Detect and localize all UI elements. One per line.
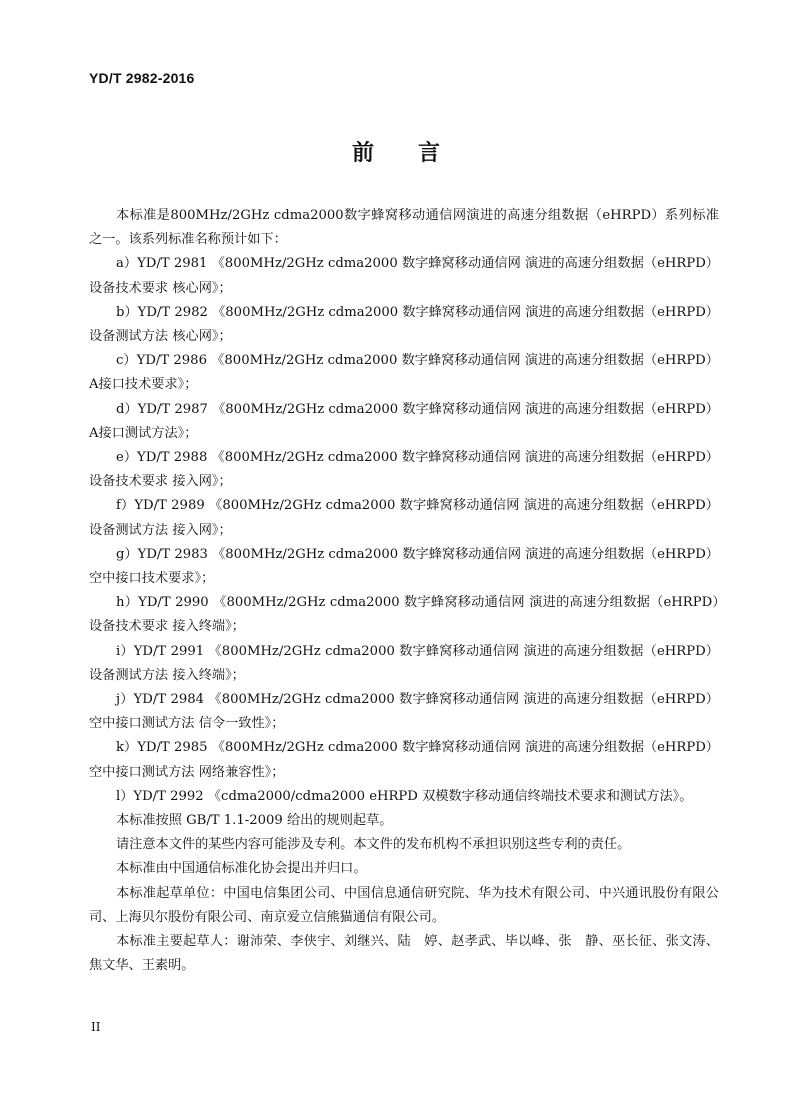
series-item-c: c）YD/T 2986 《800MHz/2GHz cdma2000 数字蜂窝移动通信网 演进的高速分组数据（eHRPD）A接口技术要求》； [89, 353, 719, 393]
page-title: 前言 [351, 140, 484, 166]
page-number: II [91, 1020, 101, 1034]
series-item-k: k）YD/T 2985 《800MHz/2GHz cdma2000 数字蜂窝移动通信网 演进的高速分组数据（eHRPD）空中接口测试方法 网络兼容性》； [89, 740, 719, 780]
series-item-h: h）YD/T 2990 《800MHz/2GHz cdma2000 数字蜂窝移动通信网 演进的高速分组数据（eHRPD）设备技术要求 接入终端》； [89, 595, 719, 635]
proposer-paragraph: 本标准由中国通信标准化协会提出并归口。 [116, 861, 367, 877]
series-item-d: d）YD/T 2987 《800MHz/2GHz cdma2000 数字蜂窝移动通信网 演进的高速分组数据（eHRPD）A接口测试方法》； [89, 401, 719, 441]
patent-notice-paragraph: 请注意本文件的某些内容可能涉及专利。本文件的发布机构不承担识别这些专利的责任。 [116, 837, 631, 853]
preface-body [89, 204, 719, 979]
series-item-e: e）YD/T 2988 《800MHz/2GHz cdma2000 数字蜂窝移动通信网 演进的高速分组数据（eHRPD）设备技术要求 接入网》； [89, 450, 719, 490]
drafting-units-paragraph: 本标准起草单位：中国电信集团公司、中国信息通信研究院、华为技术有限公司、中兴通讯股份有限公司、上海贝尔股份有限公司、南京爱立信熊猫通信有限公司。 [89, 885, 719, 925]
series-item-i: i）YD/T 2991 《800MHz/2GHz cdma2000 数字蜂窝移动通信网 演进的高速分组数据（eHRPD）设备测试方法 接入终端》； [89, 643, 719, 683]
series-item-b: b）YD/T 2982 《800MHz/2GHz cdma2000 数字蜂窝移动通信网 演进的高速分组数据（eHRPD）设备测试方法 核心网》； [89, 304, 719, 345]
series-item-g: g）YD/T 2983 《800MHz/2GHz cdma2000 数字蜂窝移动通信网 演进的高速分组数据（eHRPD）空中接口技术要求》； [89, 546, 719, 587]
standard-code: YD/T 2982-2016 [89, 70, 195, 86]
series-item-j: j）YD/T 2984 《800MHz/2GHz cdma2000 数字蜂窝移动通信网 演进的高速分组数据（eHRPD）空中接口测试方法 信令一致性》； [89, 692, 719, 732]
intro-paragraph: 本标准是800MHz/2GHz cdma2000数字蜂窝移动通信网演进的高速分组数据（eHRPD）系列标准之一。该系列标准名称预计如下： [89, 208, 719, 248]
drafters-paragraph: 本标准主要起草人：谢沛荣、李侠宇、刘继兴、陆 婷、赵孝武、毕以峰、张 静、巫长征、张文涛、焦文华、王素明。 [89, 934, 719, 974]
drafting-rules-paragraph: 本标准按照 GB/T 1.1-2009 给出的规则起草。 [116, 813, 393, 829]
series-item-l: l）YD/T 2992 《cdma2000/cdma2000 eHRPD 双模数字移动通信终端技术要求和测试方法》。 [116, 788, 693, 804]
series-item-a: a）YD/T 2981 《800MHz/2GHz cdma2000 数字蜂窝移动通信网 演进的高速分组数据（eHRPD）设备技术要求 核心网》； [89, 256, 719, 296]
series-item-f: f）YD/T 2989 《800MHz/2GHz cdma2000 数字蜂窝移动通信网 演进的高速分组数据（eHRPD）设备测试方法 接入网》； [89, 498, 719, 538]
